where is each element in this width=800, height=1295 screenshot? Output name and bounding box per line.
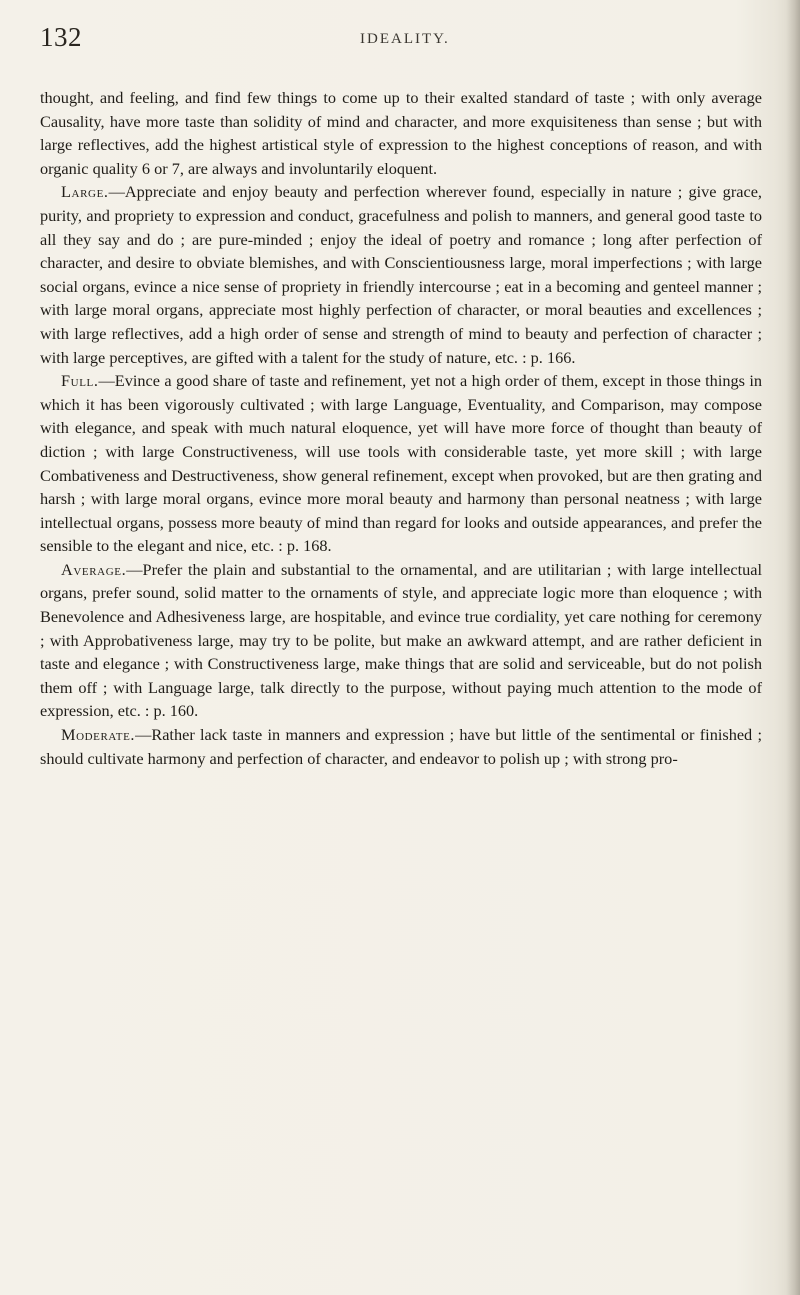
paragraph-heading-moderate: Moderate. <box>61 725 136 745</box>
paragraph-text: —Evince a good share of taste and refinement, yet not a high order of them, except in those things in which it has been vigorously cultivated ; with large Language, Eventuality, and Comparison, may compose with elegance, and speak with much natural eloquence, yet will have more force of thought than beauty of diction ; with large Constructiveness, will use tools with considerable taste, yet more skill ; with large Combativeness and Destructiveness, show general refinement, except when provoked, but are then grating and harsh ; with large moral organs, evince more moral beauty and harmony than personal neatness ; with large intellectual organs, possess more beauty of mind than regard for looks and outside appearances, and prefer the sensible to the elegant and nice, etc. : p. 168. <box>40 371 762 556</box>
paragraph-text: —Appreciate and enjoy beauty and perfection wherever found, especially in nature ; give grace, purity, and propriety to expression and conduct, gracefulness and polish to manners, and general good taste to all they say and do ; are pure-minded ; enjoy the ideal of poetry and romance ; long after perfection of character, and desire to obviate blemishes, and with Conscientiousness large, moral imperfections ; with large social organs, evince a nice sense of propriety in friendly intercourse ; eat in a becoming and genteel manner ; with large moral organs, appreciate most highly perfection of character, or moral beauties and excellences ; with large reflectives, add a high order of sense and strength of mind to beauty and perfection of character ; with large perceptives, are gifted with a talent for the study of nature, etc. : p. 166. <box>40 182 762 367</box>
paragraph-text: thought, and feeling, and find few things to come up to their exalted standard of taste ; with only average Causality, have more taste than solidity of mind and character, and more exquisiteness than sense ; but with large reflectives, add the highest artistical style of expression to the highest conceptions of reason, and with organic quality 6 or 7, are always and involuntarily eloquent. <box>40 88 762 178</box>
paragraph-average <box>40 558 762 723</box>
page-header <box>0 22 800 62</box>
running-head: IDEALITY. <box>360 31 450 47</box>
paragraph-heading-average: Average. <box>61 559 127 579</box>
paragraph-continuation <box>40 86 762 180</box>
paragraph-full <box>40 369 762 558</box>
paragraph-text: —Rather lack taste in manners and expression ; have but little of the sentimental or finished ; should cultivate harmony and perfection of character, and endeavor to polish up ; with strong pro- <box>40 725 762 768</box>
paragraph-heading-large: Large. <box>61 182 109 202</box>
paragraph-text: —Prefer the plain and substantial to the ornamental, and are utilitarian ; with large intellectual organs, prefer sound, solid matter to the ornaments of style, and appreciate logic more than eloquence ; with Benevolence and Adhesiveness large, are hospitable, and evince true cordiality, yet care nothing for ceremony ; with Approbativeness large, may try to be polite, but make an awkward attempt, and are rather deficient in taste and elegance ; with Constructiveness large, make things that are solid and serviceable, but do not polish them off ; with Language large, talk directly to the purpose, without paying much attention to the mode of expression, etc. : p. 160. <box>40 559 762 721</box>
page-edge-shadow <box>786 0 800 1295</box>
paragraph-moderate <box>40 723 762 770</box>
paragraph-heading-full: Full. <box>61 371 99 391</box>
paragraph-large <box>40 180 762 369</box>
body-text <box>40 86 762 770</box>
page-number: 132 <box>40 22 82 52</box>
